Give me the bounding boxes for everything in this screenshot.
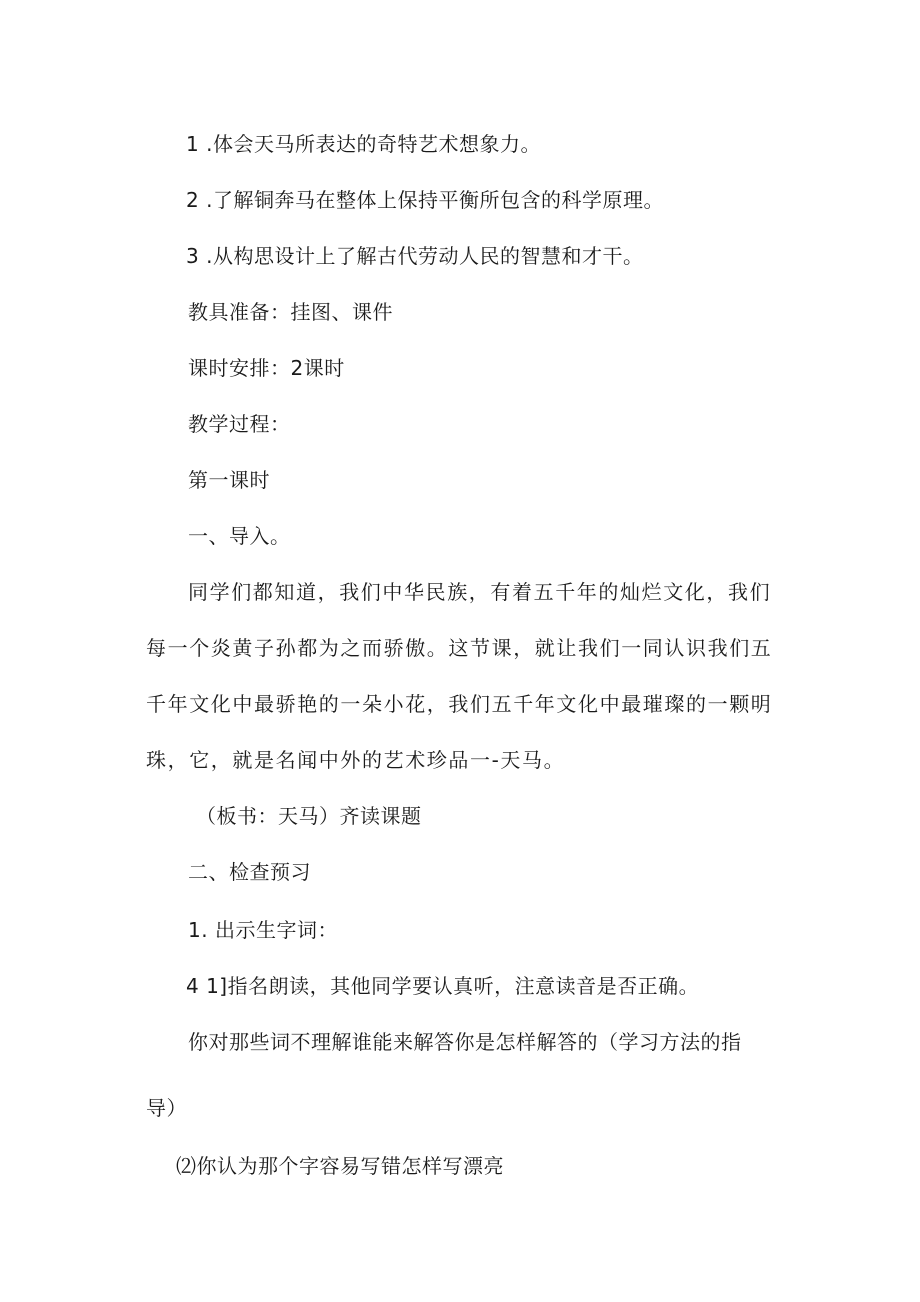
step-new-words: 1. 出示生字词：: [188, 918, 338, 942]
blackboard-note: （板书：天马）齐读课题: [196, 804, 422, 828]
step-read-aloud: 4 1]指名朗读，其他同学要认真听，注意读音是否正确。: [186, 974, 700, 998]
objective-3: 3 .从构思设计上了解古代劳动人民的智慧和才干。: [186, 244, 644, 268]
intro-paragraph: 同学们都知道，我们中华民族，有着五千年的灿烂文化，我们每一个炎黄子孙都为之而骄傲。这节课，就让我们一同认识我们五千年文化中最骄艳的一朵小花，我们五千年文化中最璀璨的一颗明珠，它，就是名闻中外的艺术珍品一-天马。: [146, 580, 773, 772]
lesson-one-heading: 第一课时: [188, 468, 270, 492]
teaching-aids: 教具准备：挂图、课件: [188, 300, 393, 324]
section-preview-heading: 二、检查预习: [188, 860, 311, 884]
question-line-1: 你对那些词不理解谁能来解答你是怎样解答的（学习方法的指: [188, 1030, 742, 1054]
lesson-schedule: 课时安排：2课时: [188, 356, 345, 380]
question-line-2: 导）: [146, 1096, 187, 1120]
objective-1: 1 .体会天马所表达的奇特艺术想象力。: [186, 132, 541, 156]
question-writing: ⑵你认为那个字容易写错怎样写漂亮: [176, 1154, 504, 1178]
section-intro-heading: 一、导入。: [188, 524, 291, 548]
objective-2: 2 .了解铜奔马在整体上保持平衡所包含的科学原理。: [186, 188, 664, 212]
process-heading: 教学过程：: [188, 412, 291, 436]
